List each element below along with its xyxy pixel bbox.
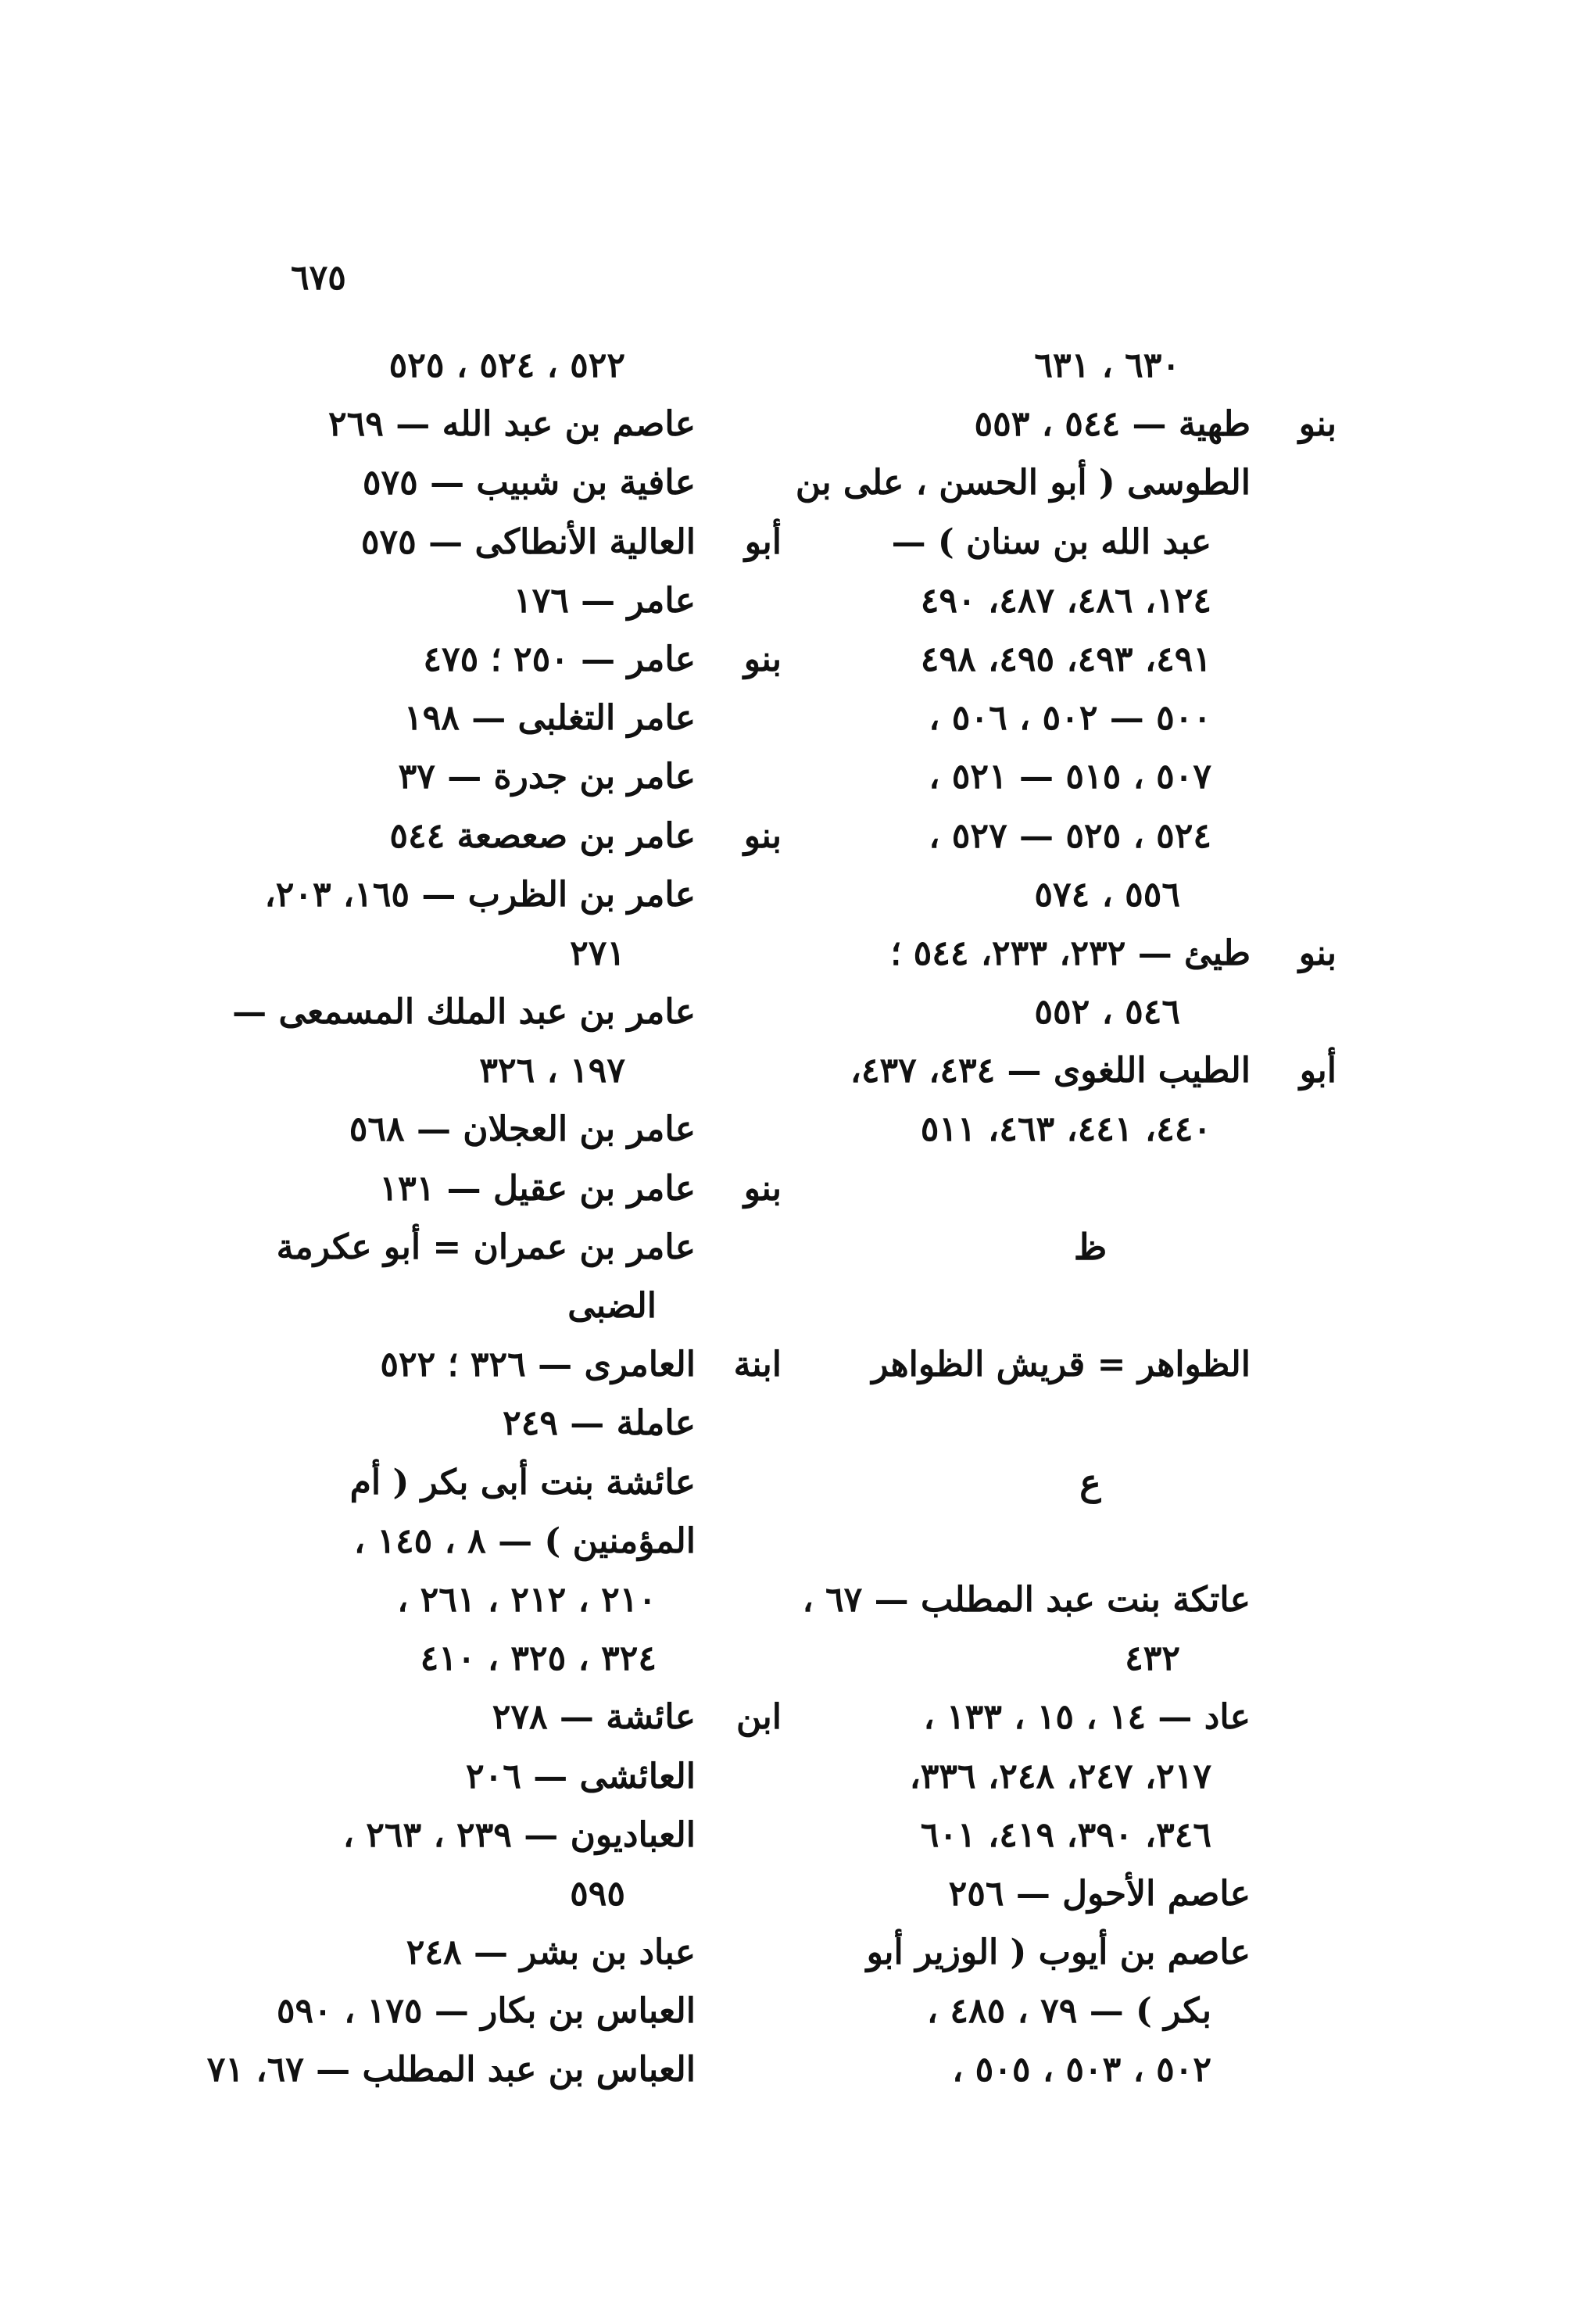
right-column-index-line [844,1688,1337,1746]
index-column-right [795,336,1337,2100]
entry-text: عامر — ١٧٦ [513,580,696,621]
entry-text: ٣٤٦، ٣٩٠، ٤١٩، ٦٠١ [920,1814,1211,1855]
entry-text: عاملة — ٢٤٩ [503,1403,696,1444]
left-column-index-line [281,807,782,865]
entry-text: عامر التغلبى — ١٩٨ [403,698,696,739]
blank-line [844,1394,1337,1452]
entry-text: عاتكة بنت عبد المطلب — ٦٧ ، [802,1579,1251,1620]
section-letter: ظ [1073,1225,1108,1268]
blank-line [844,1277,1337,1335]
entry-text: عامر بن عبد الملك المسمعى — [232,992,696,1033]
left-column-index-line [281,1747,782,1806]
entry-text: عائشة بنت أبى بكر ( أم [349,1462,696,1503]
left-column-index-line [281,336,782,395]
entry-text: طهية — ٥٤٤ ، ٥٥٣ [974,404,1251,445]
entry-text: الظواهر = قريش الظواهر [871,1345,1251,1385]
entry-text: عامر بن عمران = أبو عكرمة [276,1227,696,1267]
entry-text: ٥٩٥ [570,1873,625,1914]
entry-text: ٥٠٢ ، ٥٠٣ ، ٥٠٥ ، [952,2050,1211,2090]
right-column-index-line [844,924,1337,983]
section-letter: ع [1079,1460,1101,1503]
right-column-index-line [844,1100,1337,1159]
entry-text: ٥٥٦ ، ٥٧٤ [1034,874,1180,915]
entry-prefix: أبو [744,521,782,562]
entry-text: طيئ — ٢٣٢، ٢٣٣، ٥٤٤ ؛ [890,933,1251,973]
entry-text: عاصم الأحول — ٢٥٦ [948,1873,1251,1914]
right-column-index-line [844,689,1337,747]
right-column-index-line [844,983,1337,1041]
left-column-index-line [281,1335,782,1394]
entry-text: عامر بن عقيل — ١٣١ [379,1168,696,1209]
entry-text: عاد — ١٤ ، ١٥ ، ١٣٣ ، [923,1697,1251,1738]
right-column-index-line [802,1571,1337,1629]
blank-line [844,1159,1337,1218]
entry-text: عامر بن جدرة — ٣٧ [398,757,696,797]
entry-text: ٢٧١ [570,933,625,973]
left-column-index-line [276,1218,782,1277]
right-column-index-line [844,630,1337,689]
entry-text: العباديون — ٢٣٩ ، ٢٦٣ ، [342,1814,696,1855]
left-column-index-line [281,1277,782,1335]
entry-text: الطوسى ( أبو الحسن ، على بن [795,463,1251,503]
right-column-index-line [844,571,1337,630]
entry-text: عامر بن صعصعة ٥٤٤ [389,815,696,856]
right-column-index-line [844,1806,1337,1864]
right-column-index-line [844,1041,1337,1100]
entry-text: العباس بن بكار — ١٧٥ ، ٥٩٠ [276,1991,696,2032]
left-column-index-line [281,1806,782,1864]
entry-text: ٢١٧، ٢٤٧، ٢٤٨، ٣٣٦، [909,1756,1211,1796]
page-number: ٦٧٥ [291,258,346,298]
index-column-left [206,336,782,2100]
entry-text: عاصم بن أيوب ( الوزير أبو [866,1932,1251,1973]
entry-text: عبد الله بن سنان ) — [891,521,1211,562]
entry-text: العائشى — ٢٠٦ [466,1756,696,1796]
left-column-index-line [281,395,782,453]
entry-text: عاصم بن عبد الله — ٢٦٩ [328,404,696,445]
left-column-index-line [281,1041,782,1100]
entry-text: ٥٢٢ ، ٥٢٤ ، ٥٢٥ [388,346,625,385]
right-column-index-line [844,513,1337,571]
entry-text: عامر بن العجلان — ٥٦٨ [349,1109,696,1150]
entry-prefix: بنو [743,639,782,679]
left-column-index-line [281,1688,782,1746]
entry-text: العباس بن عبد المطلب — ٦٧، ٧١ [206,2050,696,2090]
right-column-index-line [844,2040,1337,2099]
right-column-index-line [844,865,1337,924]
left-column-index-line [281,1629,782,1688]
left-column-index-line [281,1100,782,1159]
left-column-index-line [281,1159,782,1218]
entry-text: عافية بن شبيب — ٥٧٥ [362,463,696,503]
entry-text: ٣٢٤ ، ٣٢٥ ، ٤١٠ [420,1639,657,1679]
entry-text: الطيب اللغوى — ٤٣٤، ٤٣٧، [850,1051,1251,1091]
left-column-index-line [281,689,782,747]
entry-text: ١٢٤، ٤٨٦، ٤٨٧، ٤٩٠ [920,580,1211,621]
entry-text: الضبى [567,1286,657,1326]
entry-text: ٥٢٤ ، ٥٢٥ — ٥٢٧ ، [929,815,1211,856]
right-column-index-line [844,1864,1337,1923]
entry-text: العالية الأنطاكى — ٥٧٥ [360,521,696,562]
entry-text: ٥٠٧ ، ٥١٥ — ٥٢١ ، [929,757,1211,797]
entry-prefix: ابن [736,1697,782,1738]
entry-prefix: بنو [743,815,782,856]
entry-text: عباد بن بشر — ٢٤٨ [406,1932,696,1973]
entry-text: ٢١٠ ، ٢١٢ ، ٢٦١ ، [397,1579,657,1620]
entry-prefix: ابنة [733,1345,782,1385]
entry-prefix: بنو [1298,404,1337,445]
right-column-index-line [844,395,1337,453]
entry-prefix: بنو [743,1168,782,1209]
left-column-index-line [281,630,782,689]
entry-prefix: أبو [1299,1051,1337,1091]
left-column-index-line [281,513,782,571]
entry-prefix: بنو [1298,933,1337,973]
right-column-index-line [844,1629,1337,1688]
entry-text: المؤمنين ) — ٨ ، ١٤٥ ، [353,1520,696,1561]
entry-text: ٤٣٢ [1125,1639,1180,1679]
left-column-index-line [281,1394,782,1452]
left-column-index-line [264,865,782,924]
left-column-index-line [206,2040,782,2099]
blank-line [844,1512,1337,1571]
entry-text: ١٩٧ ، ٣٢٦ [479,1051,625,1091]
entry-text: عامر بن الظرب — ١٦٥، ٢٠٣، [264,874,696,915]
entry-text: العامرى — ٣٢٦ ؛ ٥٢٢ [380,1345,696,1385]
right-column-index-line [844,1335,1337,1394]
entry-text: ٦٣٠ ، ٦٣١ [1034,346,1180,385]
left-column-index-line [281,571,782,630]
left-column-index-line [232,983,782,1041]
entry-text: ٤٩١، ٤٩٣، ٤٩٥، ٤٩٨ [920,639,1211,679]
entry-text: ٥٤٦ ، ٥٥٢ [1034,992,1180,1033]
left-column-index-line [276,1982,782,2040]
left-column-index-line [281,1453,782,1512]
section-letter-heading [844,1218,1337,1277]
right-column-index-line [844,747,1337,806]
right-column-index-line [844,336,1337,395]
left-column-index-line [281,453,782,512]
left-column-index-line [281,747,782,806]
section-letter-heading [844,1453,1337,1512]
left-column-index-line [281,924,782,983]
left-column-index-line [281,1864,782,1923]
right-column-index-line [844,1747,1337,1806]
right-column-index-line [844,807,1337,865]
right-column-index-line [844,1923,1337,1982]
entry-text: ٤٤٠، ٤٤١، ٤٦٣، ٥١١ [920,1109,1211,1150]
entry-text: عامر — ٢٥٠ ؛ ٤٧٥ [423,639,696,679]
left-column-index-line [281,1571,782,1629]
right-column-index-line [795,453,1337,512]
entry-text: ٥٠٠ — ٥٠٢ ، ٥٠٦ ، [929,698,1211,739]
left-column-index-line [281,1923,782,1982]
right-column-index-line [844,1982,1337,2040]
entry-text: عائشة — ٢٧٨ [492,1697,696,1738]
left-column-index-line [281,1512,782,1571]
entry-text: بكر ) — ٧٩ ، ٤٨٥ ، [926,1991,1211,2032]
